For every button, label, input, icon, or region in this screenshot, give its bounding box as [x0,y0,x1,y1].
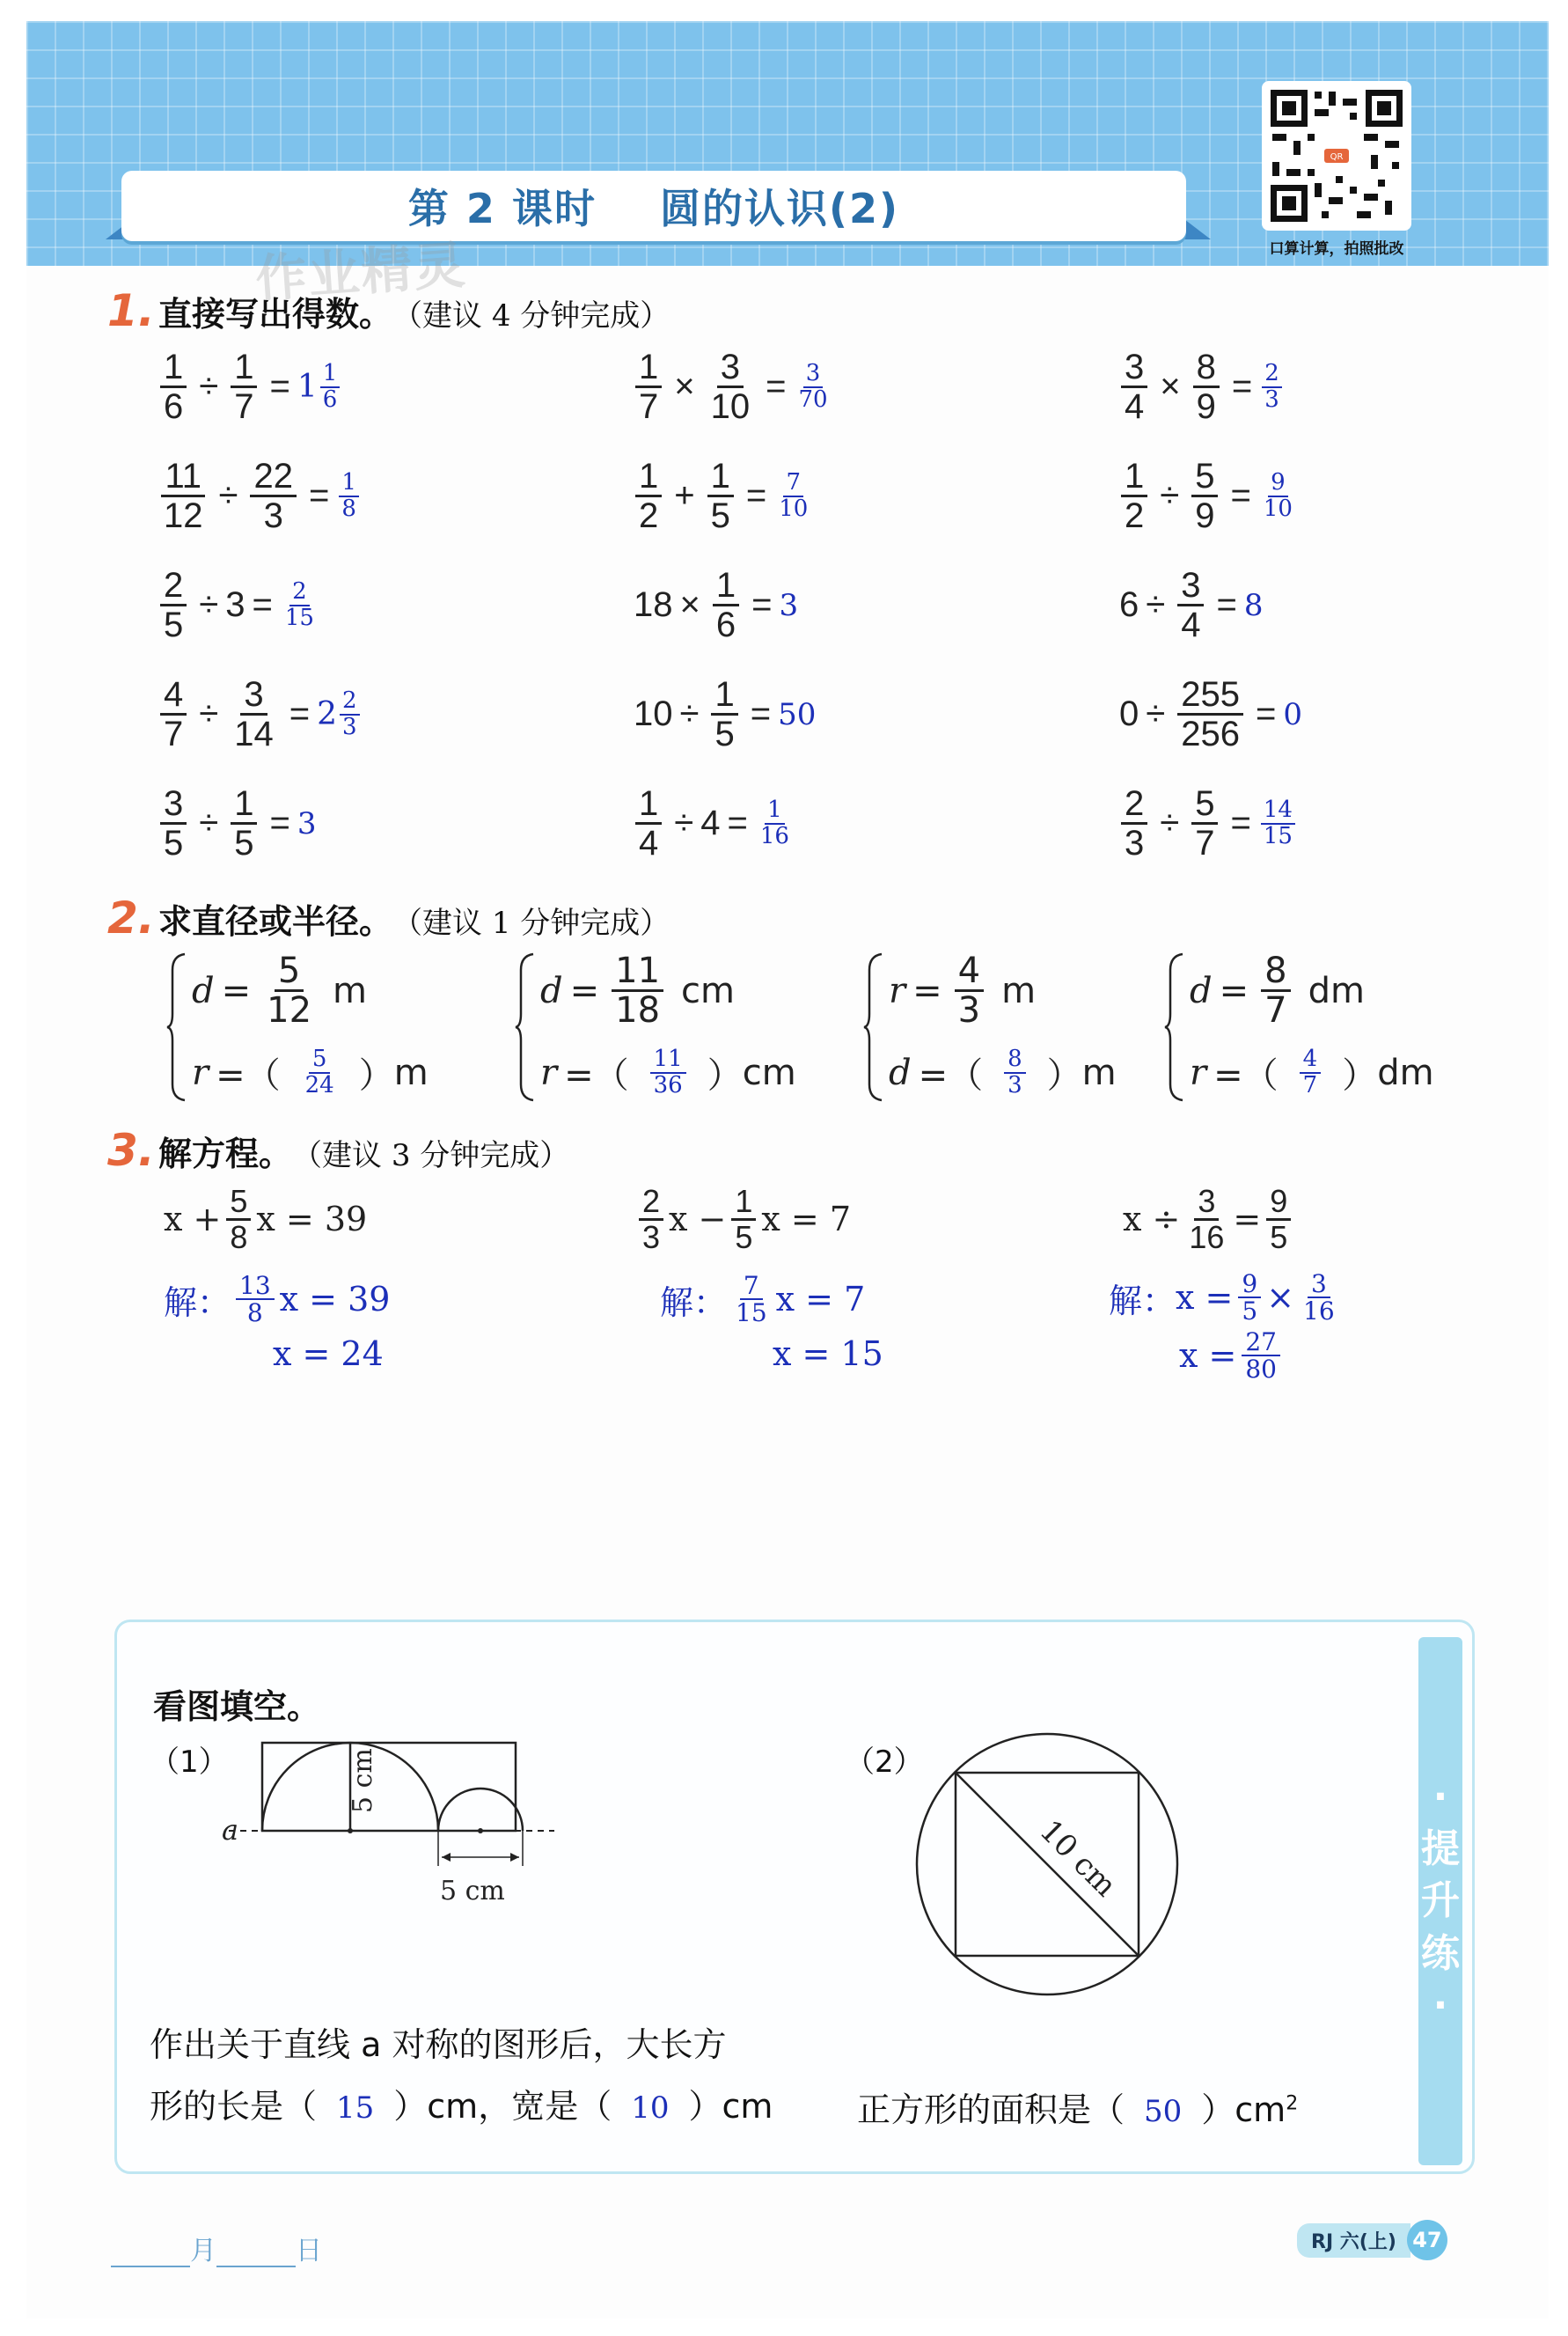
equation-3: x ÷ $\frac{3}{16}$ = $\frac{9}{5}$ [1123,1185,1296,1254]
answer: 8 [1243,587,1264,623]
calc-item-13: $\frac{3}{5}$ ÷ $\frac{1}{5}$ = 3 [155,785,316,862]
page-number: 47 [1407,2220,1447,2260]
problem-2-label: （2） [845,1745,924,1780]
answer: 0 [1283,696,1302,732]
calc-item-3: $\frac{3}{4}$ × $\frac{8}{9}$ = $\frac{2}{3}$ [1116,349,1285,425]
solution-1-step-2: x = 24 [273,1334,384,1373]
question-2: 正方形的面积是（ 50 ）$cm^2$ [857,2090,1299,2129]
calc-item-1: $\frac{1}{6}$ ÷ $\frac{1}{7}$ = 1 $\frac{1}{6}$ [155,349,342,425]
brace-icon [165,952,188,1102]
radius-item-4: d = $\frac{8}{7}$ dm r =（ $\frac{4}{7}$ ） dm [1163,952,1498,1102]
figure-semicircles [220,1734,572,1910]
calc-item-10: $\frac{4}{7}$ ÷ $\frac{3}{14}$ = 2 $\frac{2}{3}$ [155,676,363,753]
question-1-line-2: 形的长是（ 15 ）cm，宽是（ 10 ）cm [150,2087,773,2126]
answer: 50 [778,696,817,732]
answer: $\frac{2}{15}$ [284,578,314,631]
header-banner [26,21,1549,266]
side-tab: · 提 升 练 · [1418,1637,1462,2165]
answer: 15 [336,2090,375,2126]
answer: $\frac{8}{3}$ [999,1047,1031,1098]
radius-item-2: d = $\frac{11}{18}$ cm r =（ $\frac{11}{36}$ ） cm [514,952,848,1102]
calc-item-5: $\frac{1}{2}$ + $\frac{1}{5}$ = $\frac{7}{10}$ [630,458,813,534]
diagonal-label: 10 cm [1032,1813,1124,1904]
solution-2-step-1: 解： $\frac{7}{15}$ x = 7 [660,1271,866,1328]
page-footer [1297,2220,1447,2260]
section-1-title [107,285,670,336]
calc-item-15: $\frac{2}{3}$ ÷ $\frac{5}{7}$ = $\frac{14}{15}$ [1116,785,1298,862]
answer: $\frac{9}{10}$ [1263,469,1293,522]
answer: $\frac{2}{3}$ [1259,362,1285,412]
date-field[interactable]: 月 日 [111,2229,322,2267]
book-label: RJ 六(上) [1297,2223,1410,2258]
watermark: 作业精灵 [253,234,469,310]
figure-circle-square [906,1723,1188,2005]
brace-icon [1163,952,1186,1102]
brace-icon [514,952,537,1102]
calc-item-2: $\frac{1}{7}$ × $\frac{3}{10}$ = $\frac{3}{70}$ [630,349,833,425]
answer: 1 $\frac{1}{6}$ [297,362,342,412]
answer: $\frac{5}{24}$ [304,1046,334,1098]
solution-2-step-2: x = 15 [773,1334,883,1373]
calc-item-8: 18 × $\frac{1}{6}$ = 3 [634,566,799,644]
calc-item-12: 0 ÷ $\frac{255}{256}$ = 0 [1119,675,1302,753]
section-number: 1. [107,285,155,336]
qr-badge: QR [1330,152,1344,162]
answer: $\frac{4}{7}$ [1294,1047,1327,1098]
qr-code[interactable] [1262,81,1411,231]
answer: $\frac{3}{70}$ [798,360,828,413]
answer: $\frac{1}{8}$ [336,471,362,521]
answer: $\frac{11}{36}$ [645,1047,692,1098]
calc-item-14: $\frac{1}{4}$ ÷ 4 = $\frac{1}{16}$ [630,785,795,862]
radius-item-3: r = $\frac{4}{3}$ m d =（ $\frac{8}{3}$ ） m [862,952,1197,1102]
calc-item-4: $\frac{11}{12}$ ÷ $\frac{22}{3}$ = $\frac{1}{8}$ [155,458,362,534]
height-label: 5 cm [348,1748,378,1813]
width-label: 5 cm [440,1876,505,1906]
section-heading: 直接写出得数。 [158,295,393,334]
page-title: 第 2 课时 圆的认识(2) [407,185,900,232]
worksheet-page [26,21,1549,2318]
section-2-title: 2. 求直径或半径。 （建议 1 分钟完成） [107,893,670,944]
qr-caption: 口算计算，拍照批改 [1269,240,1404,258]
equation-2: $\frac{2}{3}$ x − $\frac{1}{5}$ x = 7 [634,1185,851,1254]
answer: 2 $\frac{2}{3}$ [317,689,362,739]
answer: $\frac{7}{10}$ [779,469,809,522]
fraction: $\frac{1}{6}$ [160,349,187,425]
title-bar [121,171,1186,241]
answer: 3 [779,587,799,623]
answer: 10 [631,2090,670,2126]
solution-3-step-1: 解： x = $\frac{9}{5}$ × $\frac{3}{16}$ [1109,1269,1335,1326]
radius-item-1: d = $\frac{5}{12}$ m r =（ $\frac{5}{24}$ ） m [165,952,500,1102]
calc-item-6: $\frac{1}{2}$ ÷ $\frac{5}{9}$ = $\frac{9}{10}$ [1116,458,1298,534]
question-1-line-1: 作出关于直线 a 对称的图形后，大长方 [150,2025,727,2064]
problem-1-label: （1） [150,1745,229,1780]
calc-item-11: 10 ÷ $\frac{1}{5}$ = 50 [634,675,817,753]
brace-icon [862,952,885,1102]
answer: 3 [297,805,317,841]
equation-1: x + $\frac{5}{8}$ x = 39 [164,1183,368,1255]
calc-item-9: 6 ÷ $\frac{3}{4}$ = 8 [1119,566,1264,644]
section-3-title: 3. 解方程。 （建议 3 分钟完成） [107,1125,570,1176]
answer: $\frac{1}{16}$ [759,797,789,849]
solution-3-step-2: x = $\frac{27}{80}$ [1179,1329,1286,1383]
solution-1-step-1: 解： $\frac{13}{8}$ x = 39 [164,1271,391,1328]
answer: $\frac{14}{15}$ [1258,798,1298,848]
qr-code-icon [1271,90,1403,222]
answer: 50 [1144,2094,1183,2129]
fraction: $\frac{1}{7}$ [231,349,257,425]
line-a-label: a [222,1813,239,1847]
extension-title: 看图填空。 [153,1687,321,1726]
calc-item-7: $\frac{2}{5}$ ÷ 3 = $\frac{2}{15}$ [155,567,319,643]
small-semicircle [438,1789,523,1831]
section-hint: （建议 4 分钟完成） [392,298,670,334]
